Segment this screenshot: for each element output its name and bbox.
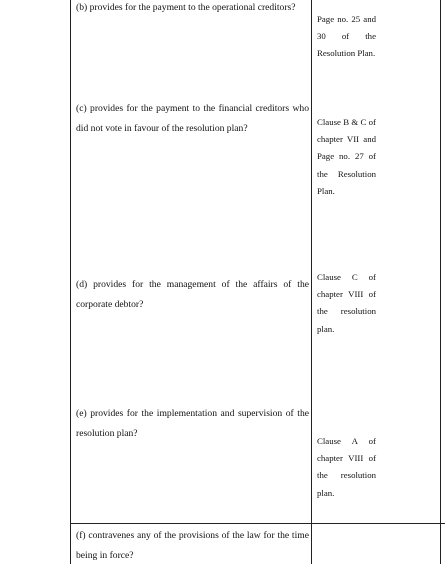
table-border-left <box>70 0 71 564</box>
question-e: (e) provides for the implementation and supervision of the resolution plan? <box>76 408 309 439</box>
question-b: (b) provides for the payment to the operational creditors? <box>76 2 296 13</box>
table-column-divider <box>311 0 312 564</box>
reference-e: Clause A of chapter VIII of the resolution plan. <box>317 436 376 498</box>
table-border-right <box>440 0 441 564</box>
question-d: (d) provides for the management of the affairs of the corporate debtor? <box>76 279 309 310</box>
reference-d: Clause C of chapter VIII of the resolution plan. <box>317 272 376 334</box>
reference-b: Page no. 25 and 30 of the Resolution Plan. <box>317 14 376 59</box>
question-c: (c) provides for the payment to the financial creditors who did not vote in favour of the resolution plan? <box>76 103 309 134</box>
question-f: (f) contravenes any of the provisions of the law for the time being in force? <box>76 530 309 561</box>
row-divider <box>70 523 445 524</box>
reference-c: Clause B & C of chapter VII and Page no. 27 of the Resolution Plan. <box>317 117 376 196</box>
